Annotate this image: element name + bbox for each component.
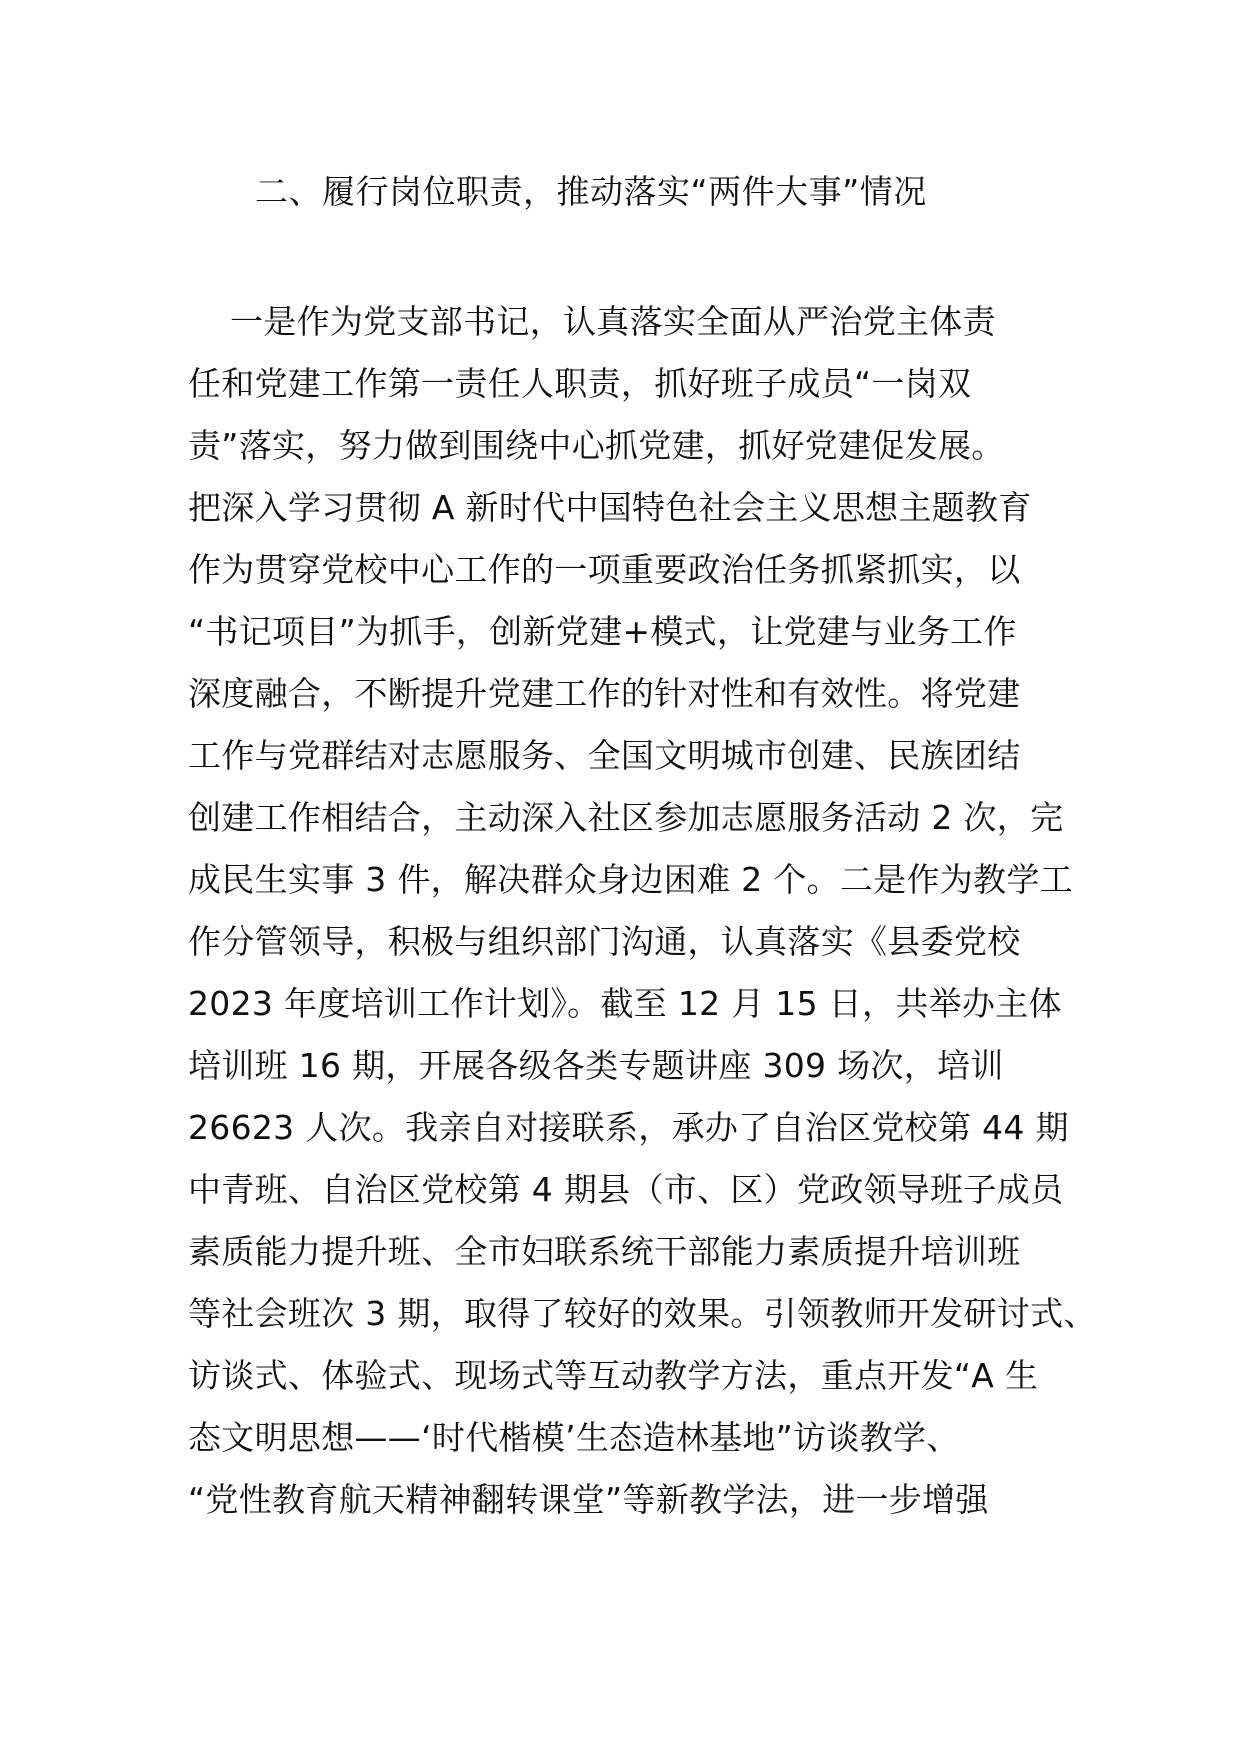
paragraph-line: 培训班 16 期，开展各级各类专题讲座 309 场次，培训 <box>188 1046 1004 1085</box>
section-heading: 二、履行岗位职责，推动落实“两件大事”情况 <box>255 172 927 211</box>
paragraph-line: 访谈式、体验式、现场式等互动教学方法，重点开发“A 生 <box>188 1356 1039 1395</box>
paragraph-line: 作为贯穿党校中心工作的一项重要政治任务抓紧抓实，以 <box>188 550 1021 589</box>
paragraph-line: 成民生实事 3 件，解决群众身边困难 2 个。二是作为教学工 <box>188 860 1073 899</box>
paragraph-line: 深度融合，不断提升党建工作的针对性和有效性。将党建 <box>188 674 1021 713</box>
paragraph-line: 工作与党群结对志愿服务、全国文明城市创建、民族团结 <box>188 736 1021 775</box>
paragraph-line: 作分管领导，积极与组织部门沟通，认真落实《县委党校 <box>188 922 1021 961</box>
paragraph-line: 责”落实，努力做到围绕中心抓党建，抓好党建促发展。 <box>188 426 1005 465</box>
paragraph-line: 26623 人次。我亲自对接联系，承办了自治区党校第 44 期 <box>188 1108 1069 1147</box>
paragraph-line: 任和党建工作第一责任人职责，抓好班子成员“一岗双 <box>188 364 972 403</box>
paragraph-line: 态文明思想——‘时代楷模’生态造林基地”访谈教学、 <box>188 1418 960 1457</box>
paragraph-line: 一是作为党支部书记，认真落实全面从严治党主体责 <box>230 302 996 341</box>
paragraph-line: “党性教育航天精神翻转课堂”等新教学法，进一步增强 <box>188 1480 989 1519</box>
paragraph-line: 中青班、自治区党校第 4 期县（市、区）党政领导班子成员 <box>188 1170 1064 1209</box>
paragraph-line: 等社会班次 3 期，取得了较好的效果。引领教师开发研讨式、 <box>188 1294 1097 1333</box>
paragraph-line: “书记项目”为抓手，创新党建+模式，让党建与业务工作 <box>188 612 1017 651</box>
paragraph-line: 2023 年度培训工作计划》。截至 12 月 15 日，共举办主体 <box>188 984 1062 1023</box>
paragraph-line: 把深入学习贯彻 A 新时代中国特色社会主义思想主题教育 <box>188 488 1032 527</box>
paragraph-line: 创建工作相结合，主动深入社区参加志愿服务活动 2 次，完 <box>188 798 1064 837</box>
paragraph-line: 素质能力提升班、全市妇联系统干部能力素质提升培训班 <box>188 1232 1021 1271</box>
